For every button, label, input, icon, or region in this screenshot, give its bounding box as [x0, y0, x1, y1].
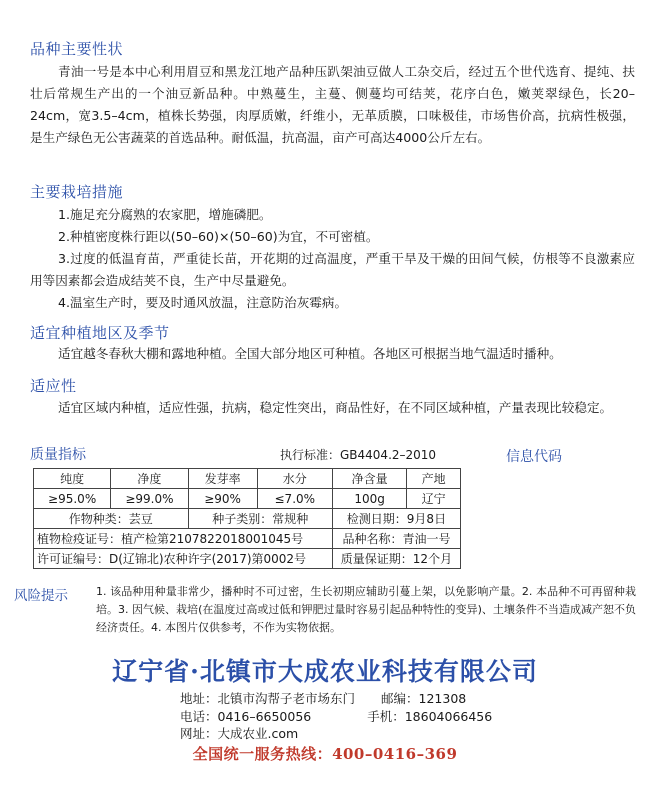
risk-text: 1. 该品种用种量非常少，播种时不可过密，生长初期应辅助引蔓上架，以免影响产量。2. 本品种不可再留种栽培。3. 因气候、栽培(在温度过高或过低和钾肥过量时容易引起品种特性的变异)、土壤条件不当造成减产恕不负经济责任。4. 本图片仅供参考，不作为实物依据。: [96, 585, 636, 634]
variety-name: 品种名称：青油一号: [332, 529, 460, 549]
warranty-period: 质量保证期：12个月: [332, 549, 460, 569]
quality-header: [30, 444, 480, 464]
postcode-value: 121308: [418, 691, 467, 706]
website-value: 大成农业.com: [217, 726, 299, 741]
license-number: 许可证编号：D(辽锦北)农种许字(2017)第0002号: [34, 549, 333, 569]
cultivation-title: 主要栽培措施: [30, 183, 124, 201]
value-germination: ≥90%: [188, 489, 257, 509]
website-line: [180, 724, 298, 742]
table-row: [34, 529, 461, 549]
cultivation-item: 2.种植密度株行距以(50–60)×(50–60)为宜，不可密植。: [58, 229, 379, 244]
info-code-area: [505, 470, 615, 575]
quality-title: 质量指标: [30, 447, 86, 463]
phone-label: 电话：: [180, 709, 218, 724]
cultivation-item: 3.过度的低温育苗，严重徒长苗，开花期的过高温度，严重干旱及干燥的田间气候，仿根等不良激素应用等因素都会造成结荚不良，生产中尽量避免。: [30, 251, 635, 288]
header-germination: 发芽率: [188, 469, 257, 489]
adaptability-title: 适应性: [30, 377, 77, 395]
value-origin: 辽宁: [407, 489, 461, 509]
header-moisture: 水分: [257, 469, 332, 489]
risk-label: 风险提示: [14, 588, 68, 604]
address-value: 北镇市沟帮子老市场东门: [217, 691, 356, 706]
test-date: 检测日期：9月8日: [332, 509, 460, 529]
quality-table: [33, 468, 461, 569]
mobile-label: 手机：: [367, 709, 405, 724]
table-row: [34, 509, 461, 529]
header-net-content: 净含量: [332, 469, 406, 489]
cultivation-list: [30, 204, 635, 314]
table-row: [34, 549, 461, 569]
header-origin: 产地: [407, 469, 461, 489]
value-purity: ≥95.0%: [34, 489, 111, 509]
region-title: 适宜种植地区及季节: [30, 324, 170, 342]
standard-text: 执行标准：GB4404.2–2010: [280, 448, 437, 462]
crop-type: 作物种类：芸豆: [34, 509, 189, 529]
phone-value: 0416–6650056: [217, 709, 312, 724]
table-row: [34, 469, 461, 489]
info-code-label: 信息代码: [506, 449, 562, 465]
adaptability-description: 适宜区域内种植，适应性强，抗病，稳定性突出，商品性好，在不同区域种植，产量表现比较稳定。: [58, 400, 613, 415]
website-label: 网址：: [180, 726, 218, 741]
table-row: [34, 489, 461, 509]
variety-description: 青油一号是本中心利用眉豆和黑龙江地产品种压趴架油豆做人工杂交后，经过五个世代选育、提纯、扶壮后常规生产出的一个油豆新品种。中熟蔓生，主蔓、侧蔓均可结荚，花序白色，嫩荚翠绿色，长20–24cm，宽3.5–4cm，植株长势强，肉厚质嫩，纤维小，无革质膜，口味极佳，市场售价高，抗病性极强，是生产绿色无公害蔬菜的首选品种。耐低温，抗高温，亩产可高达4000公斤左右。: [30, 64, 635, 145]
postcode-label: 邮编：: [381, 691, 419, 706]
value-moisture: ≤7.0%: [257, 489, 332, 509]
header-purity: 纯度: [34, 469, 111, 489]
cultivation-item: 1.施足充分腐熟的农家肥，增施磷肥。: [58, 207, 272, 222]
mobile-value: 18604066456: [404, 709, 493, 724]
seed-category: 种子类别：常规种: [188, 509, 332, 529]
cultivation-item: 4.温室生产时，要及时通风放温，注意防治灰霉病。: [58, 295, 348, 310]
region-description: 适宜越冬春秋大棚和露地种植。全国大部分地区可种植。各地区可根据当地气温适时播种。: [58, 346, 562, 361]
header-clarity: 净度: [111, 469, 188, 489]
company-name: 辽宁省·北镇市大成农业科技有限公司: [112, 657, 538, 686]
address-line: [180, 689, 466, 707]
variety-title: 品种主要性状: [30, 40, 124, 58]
hotline: 全国统一服务热线：400–0416–369: [192, 745, 458, 763]
quarantine-number: 植物检疫证号：植产检第2107822018001045号: [34, 529, 333, 549]
value-net-content: 100g: [332, 489, 406, 509]
phone-line: [180, 707, 492, 725]
address-label: 地址：: [180, 691, 218, 706]
value-clarity: ≥99.0%: [111, 489, 188, 509]
